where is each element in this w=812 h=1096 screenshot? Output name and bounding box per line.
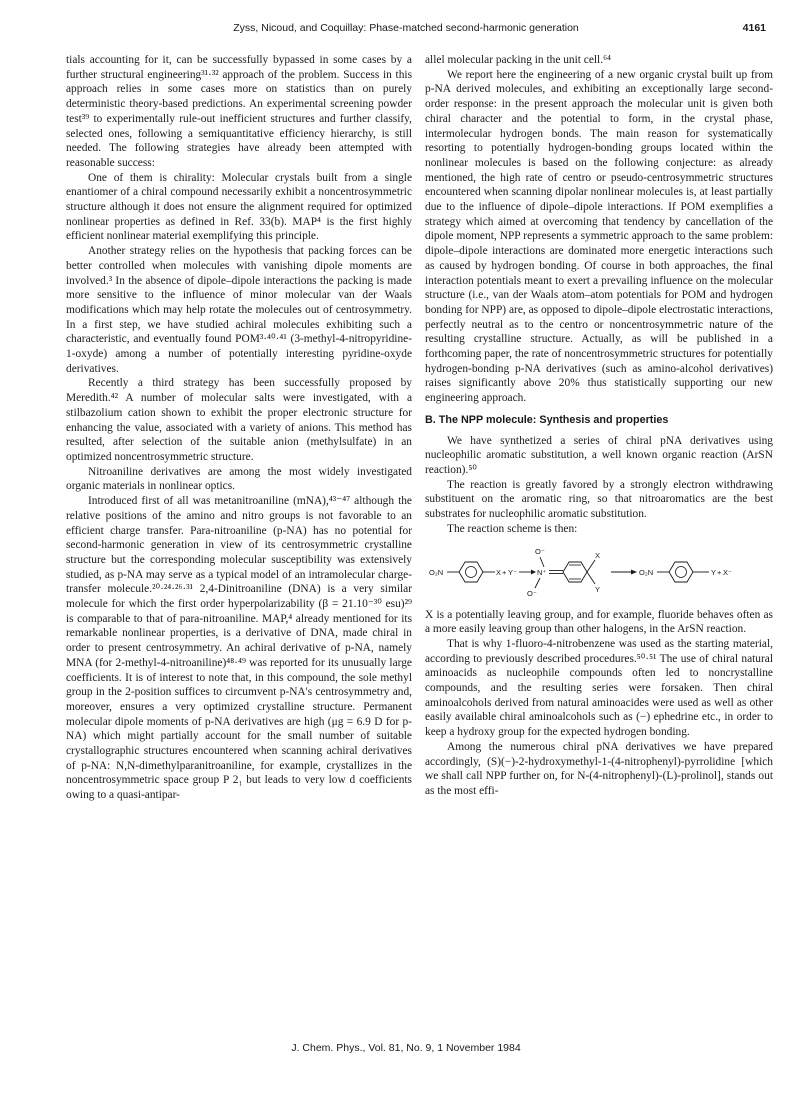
right-paragraph-4: The reaction is greatly favored by a strongly electron withdrawing substituent on the aromatic ring, so that nitroaromatics are the best substrates for nucleophilic aromatic substitution. bbox=[425, 478, 773, 521]
arrow-head-icon bbox=[631, 569, 637, 574]
scheme-label-o-minus-bottom: O⁻ bbox=[527, 588, 537, 598]
left-paragraph-3: Another strategy relies on the hypothesis that packing forces can be better controlled when molecules with vanishing dipole moments are involved.³ In the absence of dipole–dipole interactions the packing is made more sensitive to the influence of minor molecular van der Waals modifications which may help rotate the molecules out of centrosymmetry. In a first step, we have studied achiral molecules exhibiting such a characteristic, and eventually found POM³·⁴⁰·⁴¹ (3-methyl-4-nitropyridine-1-oxyde) among a number of potentially interesting pyridine-oxyde derivatives. bbox=[66, 245, 412, 375]
left-paragraph-2: One of them is chirality: Molecular crystals built from a single enantiomer of a chiral compound necessarily exhibit a noncentrosymmetric structure although it does not ensure the alignment required for optimized nonlinear properties as defined in Ref. 33(b). MAP⁴ is the first highly efficient nonlinear material exemplifying this principle. bbox=[66, 171, 412, 243]
bond-line bbox=[587, 572, 595, 584]
right-column bbox=[425, 53, 773, 799]
left-paragraph-5: Nitroaniline derivatives are among the most widely investigated organic materials in nonlinear optics. bbox=[66, 465, 412, 493]
scheme-label-n-plus: N⁺ bbox=[537, 567, 547, 577]
left-paragraph-6: Introduced first of all was metanitroaniline (mNA),⁴³⁻⁴⁷ although the relative positions of the amino and nitro groups is not favorable to an efficient charge transfer. Para-nitroaniline (p-NA) has no potential for second-harmonic generation in view of its centrosymmetric crystalline structure but the corresponding molecular susceptibility was extensively studied, as p-NA may serve as a typical model of an intramolecular charge-transfer molecule.²⁰·²⁴·²⁶·³¹ 2,4-Dinitroaniline (DNA) is a very similar molecule for which the first order hyperpolarizability (β = 21.10⁻³⁰ esu)²⁹ is comparable to that of para-nitroaniline. MAP,⁴ already mentioned for its remarkable nonlinear properties, is a derivative of DNA, made chiral in order to present centrosymmetry. An achiral derivative of p-NA, namely MNA (for 2-methyl-4-nitroaniline)⁴⁸·⁴⁹ was reported for its unusually large coefficients. It is of interest to note that, in this compound, the sole methyl group in the 2-position suffices to circumvent p-NA's centrosymmetry and, moreover, ensures a very optimized crystalline structure. Permanent molecular dipole moments of p-NA derivatives are high (μg = 6.9 D for p-NA) which might partially account for the small number of suitable crystallographic structures encountered when scanning achiral derivatives of p-NA: N,N-dimethylparanitroaniline, for example, crystallizes in the noncentrosymmetric space group P 2₁ but leads to very low d coefficients owing to a quasi-antipar- bbox=[66, 495, 412, 802]
scheme-label-o2n: O₂N bbox=[429, 567, 444, 577]
bond-line bbox=[540, 557, 544, 567]
right-paragraph-5: The reaction scheme is then: bbox=[447, 522, 578, 535]
right-paragraph-8: Among the numerous chiral pNA derivatives we have prepared accordingly, (S)(−)-2-hydroxymethyl-1-(4-nitrophenyl)-pyrrolidine [which we shall call NPP further on, for N-(4-nitrophenyl)-(L)-prolinol], stands out as the most effi- bbox=[425, 740, 773, 797]
right-paragraph-1: allel molecular packing in the unit cell.⁶⁴ bbox=[425, 54, 612, 66]
bond-line bbox=[535, 578, 540, 588]
journal-footer: J. Chem. Phys., Vol. 81, No. 9, 1 November 1984 bbox=[291, 1042, 521, 1054]
left-column bbox=[66, 53, 412, 803]
page-number: 4161 bbox=[742, 22, 766, 34]
section-heading: B. The NPP molecule: Synthesis and properties bbox=[425, 413, 669, 426]
right-paragraph-2: We report here the engineering of a new organic crystal built up from p-NA derived molecules, and exhibiting an exceptionally large second-order response: in the present approach the molecular unit is given both chiral character and the potential to form, in the crystal phase, intermolecular hydrogen bonds. The main reason for systematically resorting to potentially hydrogen-bonding groups located within the nonlinear molecules is based on the following conjecture: as already mentioned, the high rate of centro or pseudo-centrosymmetric structures encountered when scanning dipolar nonlinear molecules is, at least partially due to the influence of dipole–dipole interactions. If POM exemplifies a strategy which aimed at overcoming that tendency by cancellation of the dipole moment, NPP represents a symmetric approach to the same problem: dipole–dipole interactions are dominated more energetic interactions such as caused by hydrogen bonding. Of course in both approaches, the final interaction potentials meant to exert a prevailing influence on the molecular structure (i.e., van der Waals atom–atom potentials for POM and hydrogen bonding for NPP) are, as opposed to dipole–dipole electrostatic interactions, perfectly neutral as to the centro or noncentrosymmetric nature of the resulting crystalline structure. Actually, as will be published in a forthcoming paper, the rate of noncentrosymmetric structures for potentially hydrogen-bonding p-NA derivatives (such as amino-alcohol derivatives) raises significantly above 20% thus statistically supporting our new engineering approach. bbox=[425, 68, 773, 405]
aromatic-circle bbox=[466, 566, 477, 577]
left-paragraph-1: tials accounting for it, can be successfully bypassed in some cases by a further structural engineering³¹·³² approach of the problem. Success in this approach relies in some cases more on statistics than on purely deterministic theory-based predictions. An experimental screening powder test³⁹ to experimentally rule-out inefficient structures and further classify, selected ones, following a semiquantitative efficiency hierarchy, is still needed. The following strategies have already been attempted with reasonable success: bbox=[66, 54, 412, 169]
scheme-label-y-product: Y bbox=[711, 567, 717, 577]
right-paragraph-7: That is why 1-fluoro-4-nitrobenzene was used as the starting material, according to previously described procedures.⁵⁰·⁵¹ The use of chiral natural aminoacids as nucleophile compounds often led to noncrystalline compounds, and the resulting series were forsaken. Then chiral aminoalcohols derived from natural aminoacides were used as well as other easily available chiral aminoalcohols such as (−) ephedrine etc., in order to keep a hydroxy group for the expected hydrogen bonding. bbox=[425, 637, 773, 739]
right-paragraph-3: We have synthetized a series of chiral pNA derivatives using nucleophilic aromatic substitution, a well known organic reaction (ArSN reaction).⁵⁰ bbox=[425, 434, 773, 476]
reaction-scheme bbox=[425, 544, 773, 600]
scheme-label-x-minus: X⁻ bbox=[723, 567, 732, 577]
benzene-ring-icon bbox=[459, 562, 483, 582]
left-paragraph-4: Recently a third strategy has been successfully proposed by Meredith.⁴² A number of molecular salts were investigated, with a stilbazolium cation shown to exhibit the proper electronic structure for enhancing the value, associated with a variety of anions. This method has resulted, after selection of the suitable anion (methylsulfate) in an optimized noncentrosymmetric structure. bbox=[66, 377, 412, 463]
scheme-label-y-minus: Y⁻ bbox=[508, 567, 517, 577]
scheme-label-x: X bbox=[496, 567, 502, 577]
right-paragraph-6: X is a potentially leaving group, and for example, fluoride behaves often as a more easily leaving group than other halogens, in the ArSN reaction. bbox=[425, 608, 773, 636]
bond-line bbox=[587, 560, 595, 572]
scheme-label-o2n-product: O₂N bbox=[639, 567, 654, 577]
scheme-label-plus: + bbox=[502, 567, 507, 577]
scheme-label-o-minus-top: O⁻ bbox=[535, 546, 545, 556]
benzene-ring-icon bbox=[669, 562, 693, 582]
scheme-label-y-sp3: Y bbox=[595, 584, 601, 594]
scheme-label-plus-2: + bbox=[717, 567, 722, 577]
scheme-label-x-sp3: X bbox=[595, 550, 601, 560]
arrow-head-icon bbox=[531, 569, 536, 574]
aromatic-circle bbox=[676, 566, 687, 577]
running-header bbox=[0, 22, 812, 38]
running-title: Zyss, Nicoud, and Coquillay: Phase-matched second-harmonic generation bbox=[233, 22, 579, 34]
